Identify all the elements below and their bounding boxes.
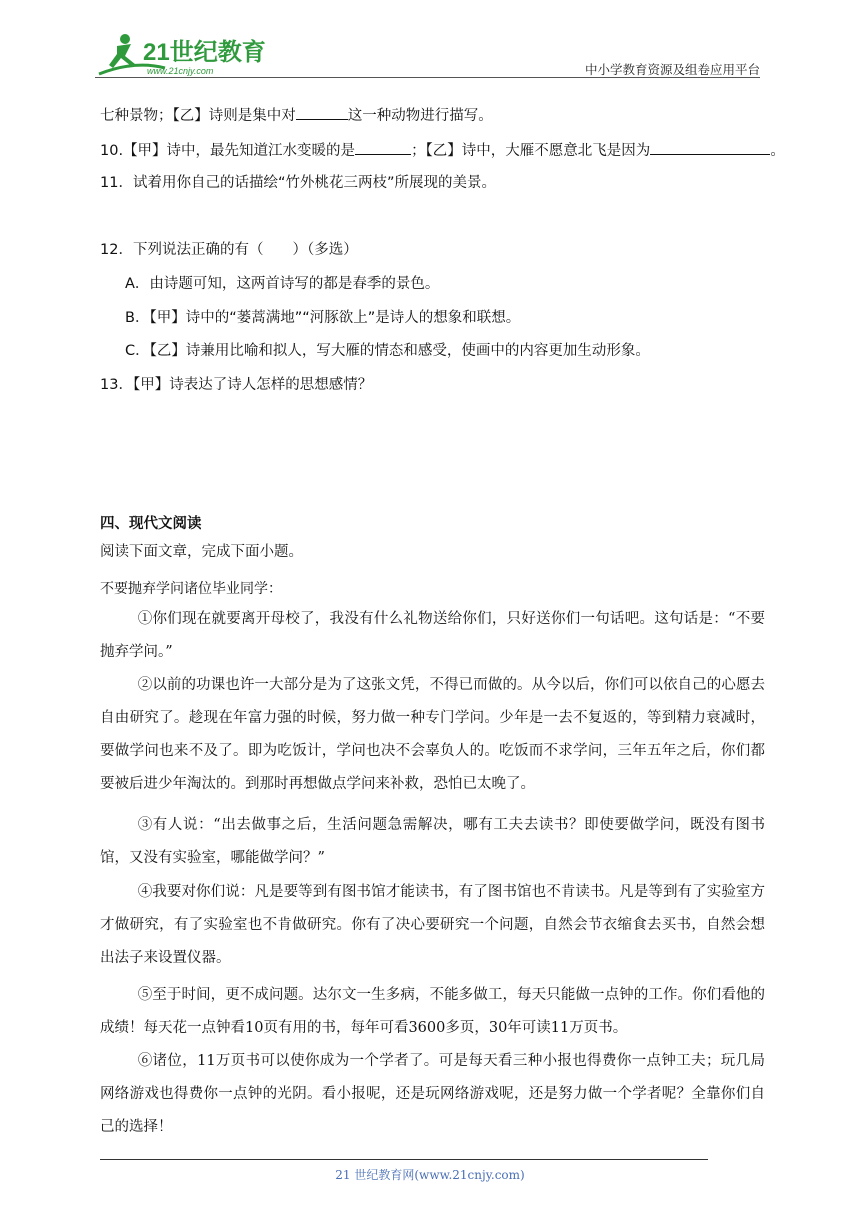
footer-divider	[100, 1159, 708, 1160]
section-title: 四、现代文阅读	[100, 516, 202, 532]
article-paragraph-5: ⑤至于时间，更不成问题。达尔文一生多病，不能多做工，每天只能做一点钟的工作。你们看他的成绩！每天花一点钟看10页有用的书，每年可看3600多页，30年可读11万页书。	[100, 987, 765, 1036]
q9-text-a: 七种景物；【乙】诗则是集中对	[100, 108, 296, 124]
logo-text: 21世纪教育	[143, 39, 266, 66]
section-instruction: 阅读下面文章，完成下面小题。	[100, 544, 303, 560]
article-paragraph-3: ③有人说：“出去做事之后，生活问题急需解决，哪有工夫去读书？即使要做学问，既没有图书馆，又没有实验室，哪能做学问？”	[100, 817, 765, 866]
q9-tail	[100, 105, 493, 126]
article-paragraph-2: ②以前的功课也许一大部分是为了这张文凭，不得已而做的。从今以后，你们可以依自己的心愿去自由研究了。趁现在年富力强的时候，努力做一种专门学问。少年是一去不复返的，等到精力衰减时，要做学问也来不及了。即为吃饭计，学问也决不会辜负人的。吃饭而不求学问，三年五年之后，你们都要被后进少年淘汰的。到那时再想做点学问来补救，恐怕已太晚了。	[100, 677, 765, 792]
header-divider	[95, 77, 760, 78]
article-paragraph-6: ⑥诸位，11万页书可以使你成为一个学者了。可是每天看三种小报也得费你一点钟工夫；玩几局网络游戏也得费你一点钟的光阴。看小报呢，还是玩网络游戏呢，还是努力做一个学者呢？全靠你们自己的选择！	[100, 1053, 765, 1135]
article-paragraph-1: ①你们现在就要离开母校了，我没有什么礼物送给你们，只好送你们一句话吧。这句话是：“不要抛弃学问。”	[100, 611, 765, 660]
q10-text-a: 10.【甲】诗中，最先知道江水变暖的是	[100, 143, 356, 159]
platform-name: 中小学教育资源及组卷应用平台	[584, 62, 760, 77]
answer-blank	[650, 140, 770, 155]
q12-option-a: A．由诗题可知，这两首诗写的都是春季的景色。	[125, 276, 440, 292]
question-12: 12．下列说法正确的有（ ）（多选）	[100, 242, 358, 258]
footer-text: 21 世纪教育网(www.21cnjy.com)	[335, 1168, 525, 1182]
answer-blank	[355, 140, 411, 155]
article-paragraph-4: ④我要对你们说：凡是要等到有图书馆才能读书，有了图书馆也不肯读书。凡是等到有了实验室方才做研究，有了实验室也不肯做研究。你有了决心要研究一个问题，自然会节衣缩食去买书，自然会想出法子来设置仪器。	[100, 884, 765, 966]
q10-text-c: 。	[770, 143, 785, 159]
q12-option-b: B．【甲】诗中的“蒌蒿满地”“河豚欲上”是诗人的想象和联想。	[125, 310, 521, 326]
article-greeting: 不要抛弃学问诸位毕业同学：	[100, 581, 282, 597]
q12-option-c: C．【乙】诗兼用比喻和拟人，写大雁的情态和感受，使画中的内容更加生动形象。	[125, 343, 650, 359]
question-13: 13．【甲】诗表达了诗人怎样的思想感情？	[100, 377, 373, 393]
question-10	[100, 140, 785, 161]
logo-url: www.21cnjy.com	[147, 66, 214, 76]
site-logo	[95, 30, 275, 78]
answer-blank	[296, 105, 348, 120]
q9-text-b: 这一种动物进行描写。	[347, 108, 493, 124]
runner-logo-icon	[95, 30, 275, 78]
question-11: 11．试着用你自己的话描绘“竹外桃花三两枝”所展现的美景。	[100, 175, 496, 191]
q10-text-b: ；【乙】诗中，大雁不愿意北飞是因为	[411, 143, 651, 159]
page-header	[95, 30, 760, 80]
